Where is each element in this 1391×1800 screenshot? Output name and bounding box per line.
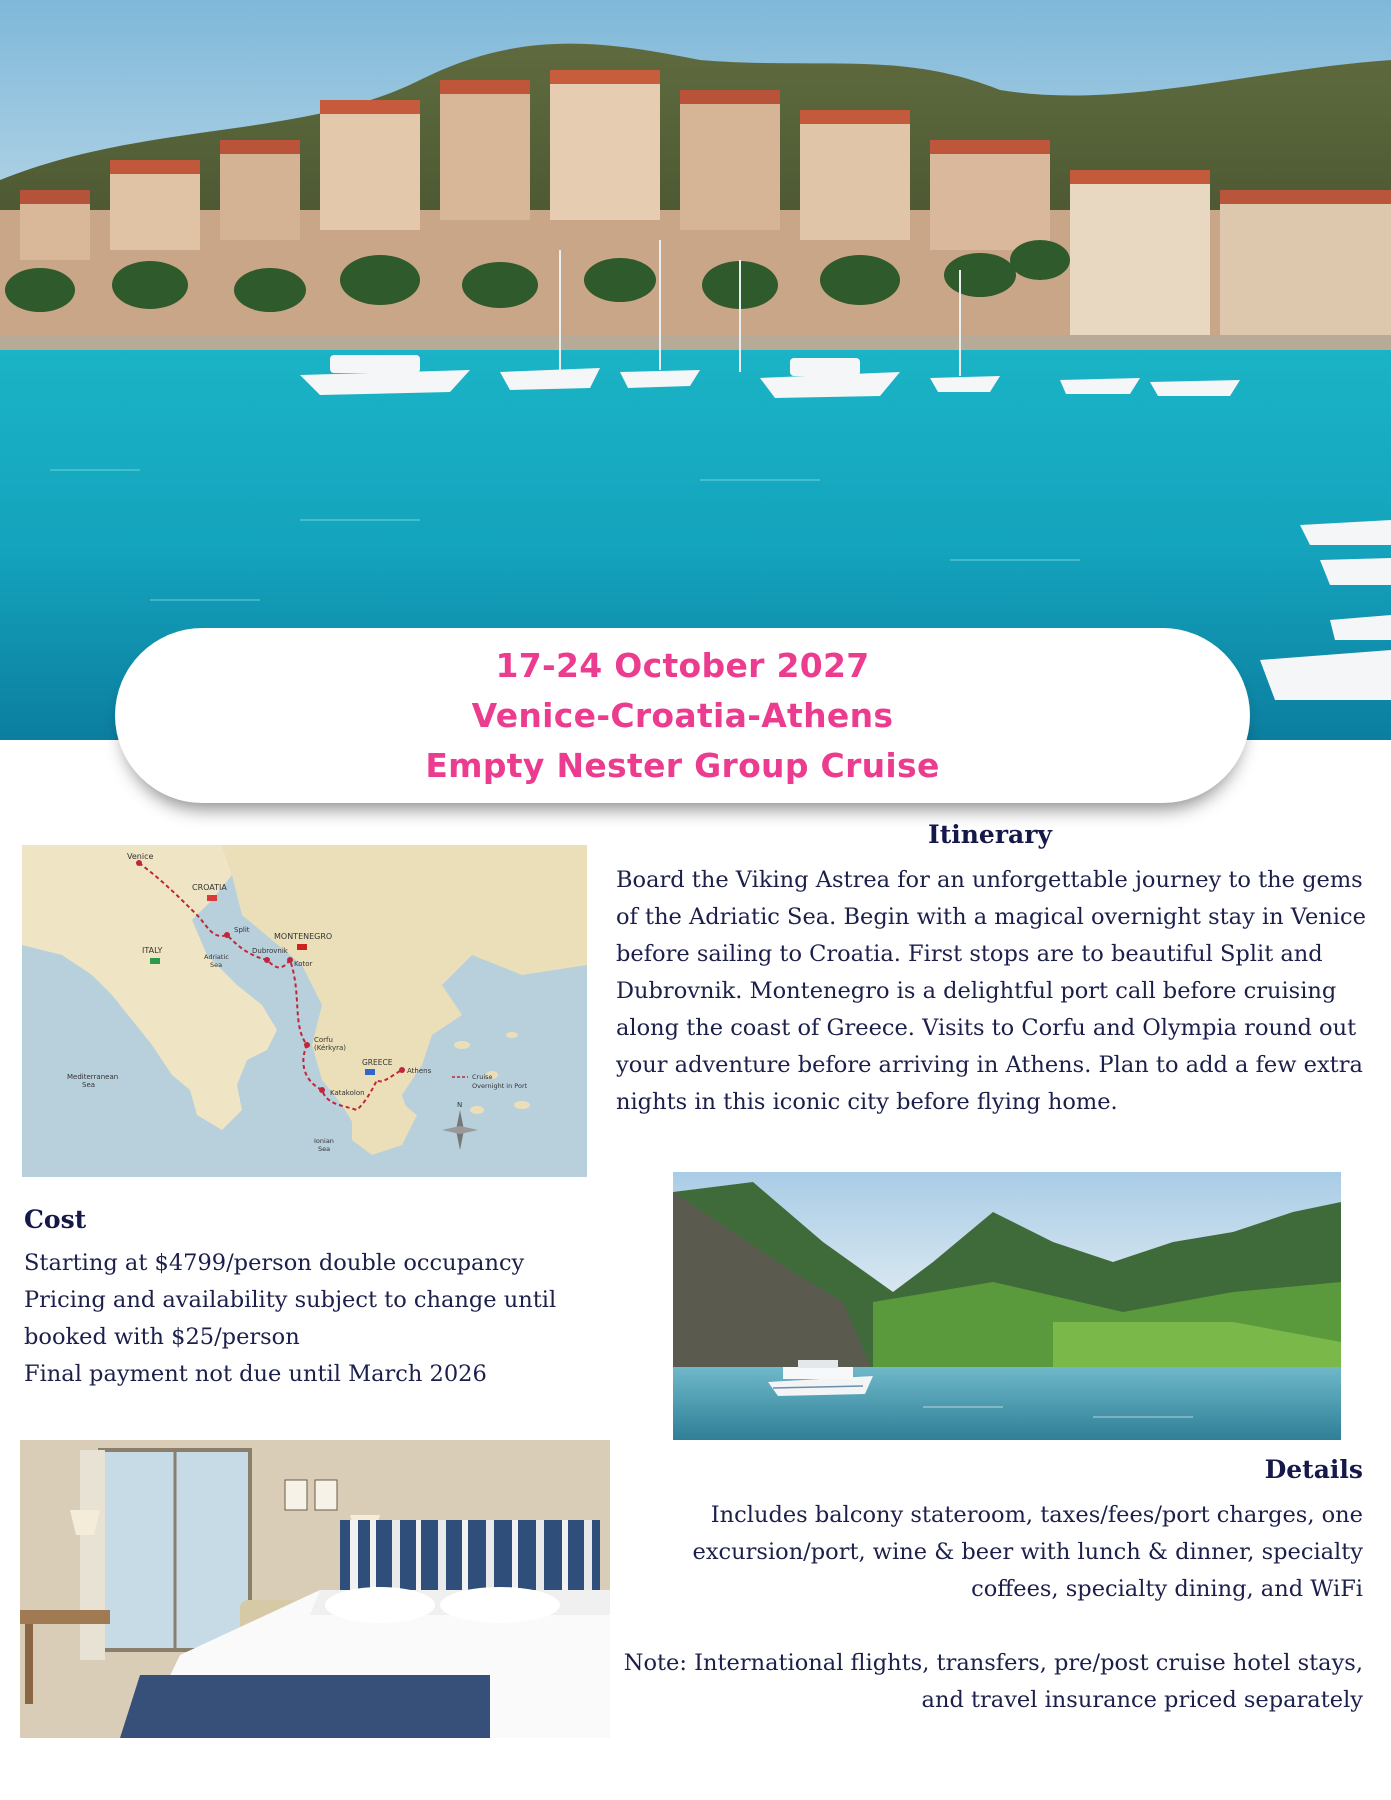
details-body: [603, 1497, 1363, 1719]
map-label-mediterranean-1: Mediterranean: [67, 1073, 119, 1081]
stateroom-photo: [20, 1440, 610, 1738]
map-label-split: Split: [234, 926, 250, 934]
cost-body: [24, 1245, 604, 1393]
cruise-event-name: Empty Nester Group Cruise: [425, 745, 940, 785]
title-banner: [115, 628, 1250, 803]
details-heading: Details: [1264, 1455, 1363, 1484]
cost-line-deposit: booked with $25/person: [24, 1324, 300, 1350]
cost-line-starting-price: Starting at $4799/person double occupancy: [24, 1250, 525, 1276]
map-label-dubrovnik: Dubrovnik: [252, 947, 288, 955]
cruise-dates: 17-24 October 2027: [495, 645, 870, 685]
map-label-adriatic-1: Adriatic: [204, 953, 229, 961]
cost-line-final-payment: Final payment not due until March 2026: [24, 1361, 487, 1387]
itinerary-heading: Itinerary: [928, 820, 1052, 849]
map-label-greece: GREECE: [362, 1058, 393, 1067]
map-label-katakolon: Katakolon: [330, 1089, 365, 1097]
map-label-venice: Venice: [127, 852, 154, 861]
map-label-mediterranean-2: Sea: [82, 1081, 96, 1089]
details-note: Note: International flights, transfers, pre/post cruise hotel stays, and travel insurance priced separately: [623, 1650, 1363, 1713]
compass-n-label: N: [457, 1101, 463, 1109]
cost-heading: Cost: [24, 1205, 87, 1234]
itinerary-body: Board the Viking Astrea for an unforgettable journey to the gems of the Adriatic Sea. Begin with a magical overnight stay in Venice before sailing to Croatia. First stops are to beautiful Split and Dubrovnik. Montenegro is a delightful port call before cruising along the coast of Greece. Visits to Corfu and Olympia round out your adventure before arriving in Athens. Plan to add a few extra nights in this iconic city before flying home.: [616, 867, 1366, 1115]
map-label-montenegro: MONTENEGRO: [274, 932, 333, 941]
map-legend-cruise: Cruise: [472, 1073, 493, 1081]
map-label-italy: ITALY: [142, 946, 163, 955]
map-label-kotor: Kotor: [294, 960, 313, 968]
cruise-route: Venice-Croatia-Athens: [471, 695, 894, 735]
map-label-athens: Athens: [407, 1067, 432, 1075]
map-label-corfu-2: (Kérkyra): [314, 1044, 347, 1052]
map-label-ionian-2: Sea: [318, 1145, 331, 1153]
map-label-croatia: CROATIA: [192, 883, 227, 892]
map-label-corfu-1: Corfu: [314, 1036, 333, 1044]
map-label-ionian-1: Ionian: [314, 1137, 334, 1145]
map-label-adriatic-2: Sea: [210, 961, 223, 969]
map-legend-overnight: Overnight in Port: [472, 1082, 528, 1090]
cost-line-pricing-note: Pricing and availability subject to change until: [24, 1287, 557, 1313]
route-map: [22, 845, 587, 1177]
fjord-ship-photo: [673, 1172, 1341, 1440]
details-inclusions: Includes balcony stateroom, taxes/fees/port charges, one excursion/port, wine & beer with lunch & dinner, specialty coffees, specialty dining, and WiFi: [692, 1502, 1363, 1602]
